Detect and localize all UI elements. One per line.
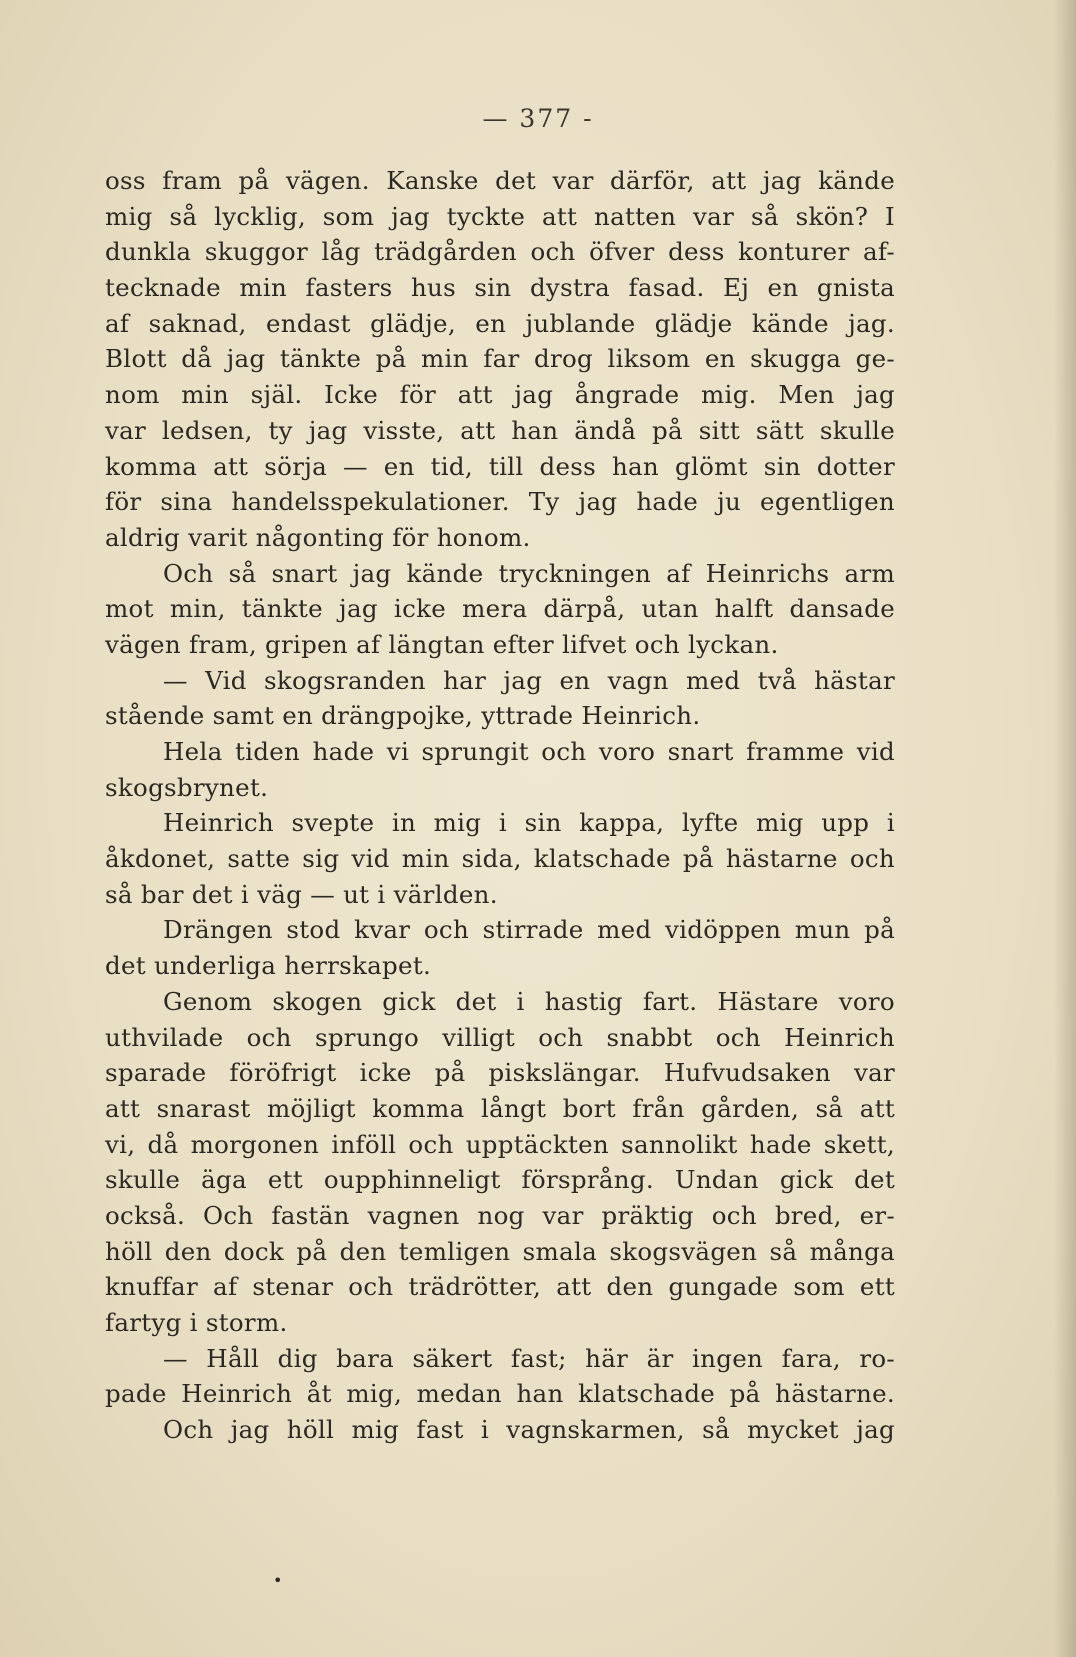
text-line: vägen fram, gripen af längtan efter lifvet och lyckan. <box>105 629 779 659</box>
text-line: — Vid skogsranden har jag en vagn med två hästar <box>163 665 895 695</box>
text-line: Hela tiden hade vi sprungit och voro snart framme vid <box>163 737 895 766</box>
text-line: tecknade min fasters hus sin dystra fasad. Ej en gnista <box>105 273 895 303</box>
text-line: Drängen stod kvar och stirrade med vidöppen mun på <box>163 915 895 945</box>
text-line: stående samt en drängpojke, yttrade Heinrich. <box>105 701 701 731</box>
text-line: vi, då morgonen inföll och upptäckten sannolikt hade skett, <box>105 1129 895 1159</box>
page-number: — 377 - <box>482 104 594 133</box>
text-line: aldrig varit någonting för honom. <box>105 522 531 552</box>
text-line: åkdonet, satte sig vid min sida, klatschade på hästarne och <box>105 844 895 874</box>
text-line: af saknad, endast glädje, en jublande glädje kände jag. <box>105 308 895 338</box>
body-text <box>105 163 895 1448</box>
page-edge-shadow <box>1054 0 1076 1657</box>
text-line: Heinrich svepte in mig i sin kappa, lyfte mig upp i <box>163 808 895 838</box>
text-line: pade Heinrich åt mig, medan han klatschade på hästarne. <box>105 1379 895 1409</box>
text-line: också. Och fastän vagnen nog var präktig och bred, er- <box>105 1200 895 1230</box>
text-line: komma att sörja — en tid, till dess han glömt sin dotter <box>105 451 895 481</box>
text-line: Och jag höll mig fast i vagnskarmen, så mycket jag <box>163 1415 895 1445</box>
text-line: mig så lycklig, som jag tyckte att natten var så skön? I <box>105 201 895 231</box>
text-line: skogsbrynet. <box>105 772 269 802</box>
text-line: Blott då jag tänkte på min far drog liksom en skugga ge- <box>105 344 895 374</box>
text-line: var ledsen, ty jag visste, att han ändå på sitt sätt skulle <box>105 415 895 445</box>
text-line: Och så snart jag kände tryckningen af Heinrichs arm <box>163 558 895 588</box>
text-line: oss fram på vägen. Kanske det var därför, att jag kände <box>105 166 895 195</box>
text-line: Genom skogen gick det i hastig fart. Hästare voro <box>163 986 895 1016</box>
text-line: knuffar af stenar och trädrötter, att den gungade som ett <box>105 1272 895 1302</box>
text-line: att snarast möjligt komma långt bort från gården, så att <box>105 1093 895 1123</box>
text-line: så bar det i väg — ut i världen. <box>105 879 498 909</box>
text-line: höll den dock på den temligen smala skogsvägen så många <box>105 1236 895 1266</box>
text-line: nom min själ. Icke för att jag ångrade mig. Men jag <box>105 380 895 410</box>
text-line: fartyg i storm. <box>105 1308 288 1337</box>
footer-mark: • <box>273 1571 283 1590</box>
text-line: uthvilade och sprungo villigt och snabbt och Heinrich <box>105 1022 895 1052</box>
text-line: sparade föröfrigt icke på piskslängar. Hufvudsaken var <box>105 1058 895 1088</box>
text-line: mot min, tänkte jag icke mera därpå, utan halft dansade <box>105 594 895 624</box>
text-line: det underliga herrskapet. <box>105 951 432 981</box>
text-line: för sina handelsspekulationer. Ty jag hade ju egentligen <box>105 487 895 517</box>
text-line: skulle äga ett oupphinneligt försprång. Undan gick det <box>105 1165 895 1195</box>
text-line: — Håll dig bara säkert fast; här är ingen fara, ro- <box>163 1343 895 1373</box>
text-line: dunkla skuggor låg trädgården och öfver dess konturer af- <box>105 237 895 267</box>
